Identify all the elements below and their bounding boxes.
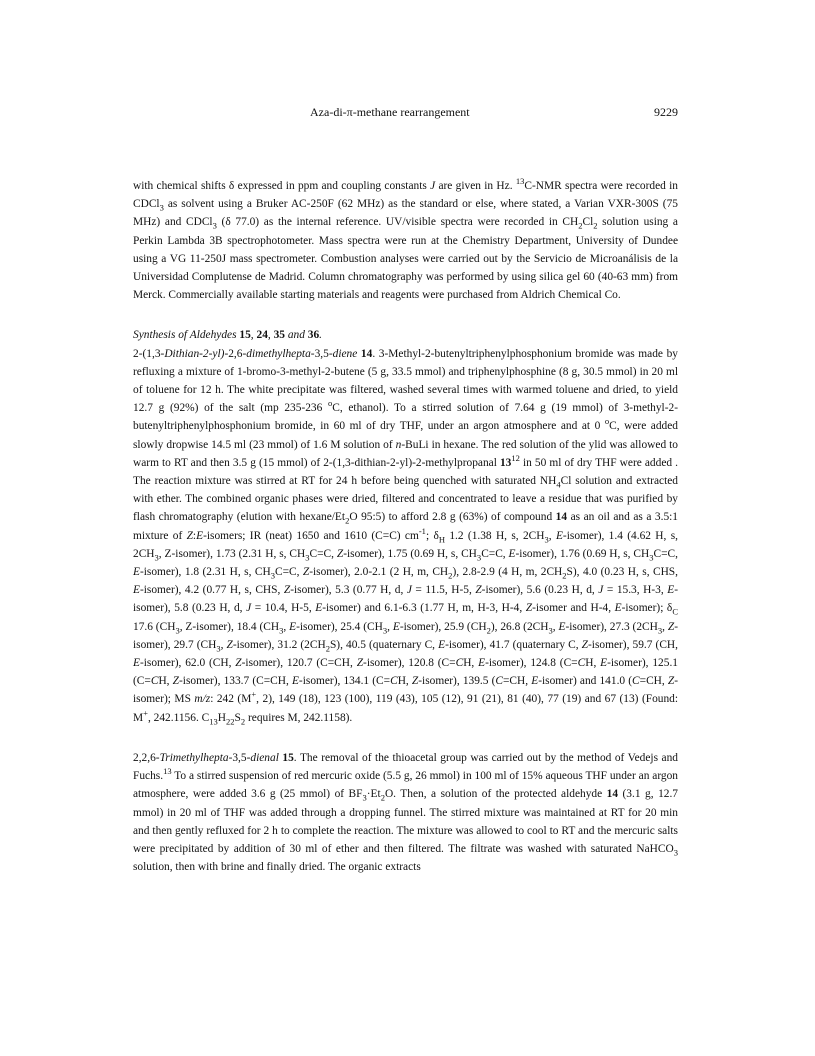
body-text bbox=[133, 177, 678, 876]
paragraph-compound-14: 2-(1,3-Dithian-2-yl)-2,6-dimethylhepta-3,5-diene 14. 3-Methyl-2-butenyltriphenylphosphonium bromide was made by refluxing a mixture of 1-bromo-3-methyl-2-butene (5 g, 33.5 mmol) and triphenylphosphine (8 g, 30.5 mmol) in 20 ml of toluene for 12 h. The white precipitate was filtered, washed several times with warmed toluene and dried, to yield 12.7 g (92%) of the salt (mp 235-236 $^o$C, ethanol). To a stirred solution of 7.64 g (19 mmol) of 3-methyl-2-butenyltriphenylphosphonium bromide, in 60 ml of dry THF, under an argon atmosphere and at 0 $^o$C, were added slowly dropwise 14.5 ml (23 mmol) of 1.6 M solution of n-BuLi in hexane. The red solution of the ylid was allowed to warm to RT and then 3.5 g (15 mmol) of 2-(1,3-dithian-2-yl)-2-methylpropanal $13^{12}$ in 50 ml of dry THF were added . The reaction mixture was stirred at RT for 24 h before being quenched with saturated $NH_4Cl$ solution and extracted with ether. The combined organic phases were dried, filtered and concentrated to leave a residue that was purified by flash chromatography (elution with hexane/$Et_2O$ 95:5) to afford 2.8 g (63%) of compound 14 as an oil and as a 3.5:1 mixture of Z:E-isomers; IR (neat) 1650 and 1610 (C=C) $cm^{-1}$; $\delta_H$ 1.2 (1.38 H, s, $2CH_3$, E-isomer), 1.4 (4.62 H, s, $2CH_3$, Z-isomer), 1.73 (2.31 H, s, $CH_3C=C$, Z-isomer), 1.75 (0.69 H, s, $CH_3C=C$, E-isomer), 1.76 (0.69 H, s, $CH_3C=C$, E-isomer), 1.8 (2.31 H, s, $CH_3C=C$, Z-isomer), 2.0-2.1 (2 H, m, $CH_2$), 2.8-2.9 (4 H, m, $2CH_2S$), 4.0 (0.23 H, s, CHS, E-isomer), 4.2 (0.77 H, s, CHS, Z-isomer), 5.3 (0.77 H, d, J = 11.5, H-5, Z-isomer), 5.6 (0.23 H, d, J = 15.3, H-3, E-isomer), 5.8 (0.23 H, d, J = 10.4, H-5, E-isomer) and 6.1-6.3 (1.77 H, m, H-3, H-4, Z-isomer and H-4, E-isomer); $\delta_C$ 17.6 ($CH_3$, Z-isomer), 18.4 ($CH_3$, E-isomer), 25.4 ($CH_3$, E-isomer), 25.9 $(CH_2)$, 26.8 ($2CH_3$, E-isomer), 27.3 ($2CH_3$, Z-isomer), 29.7 ($CH_3$, Z-isomer), 31.2 $(2CH_2S)$, 40.5 (quaternary C, E-isomer), 41.7 (quaternary C, Z-isomer), 59.7 (CH, E-isomer), 62.0 (CH, Z-isomer), 120.7 (C=CH, Z-isomer), 120.8 (C=CH, E-isomer), 124.8 (C=CH, E-isomer), 125.1 (C=CH, Z-isomer), 133.7 (C=CH, E-isomer), 134.1 (C=CH, Z-isomer), 139.5 (C=CH, E-isomer) and 141.0 (C=CH, Z-isomer); MS m/z: 242 (M+, 2), 149 (18), 123 (100), 119 (43), 105 (12), 91 (21), 81 (40), 77 (19) and 67 (13) (Found: M+, 242.1156. $C_{13}H_{22}S_2$ requires M, 242.1158). bbox=[133, 347, 679, 726]
section-heading: Synthesis of Aldehydes 15, 24, 35 and 36. bbox=[133, 329, 323, 342]
running-title: Aza-di-π-methane rearrangement bbox=[310, 105, 470, 119]
paragraph-compound-15: 2,2,6-Trimethylhepta-3,5-dienal 15. The removal of the thioacetal group was carried out by the method of Vedejs and Fuchs.$^{13}$ To a stirred suspension of red mercuric oxide (5.5 g, 26 mmol) in 100 ml of 15% aqueous THF under an argon atmosphere, were added 3.6 g (25 mmol) of $BF_3\cdot Et_2O$. Then, a solution of the protected aldehyde 14 (3.1 g, 12.7 mmol) in 20 ml of THF was added through a dropping funnel. The stirred mixture was maintained at RT for 20 min and then gently refluxed for 2 h to complete the reaction. The mixture was allowed to cool to RT and the mercuric salts were precipitated by addition of 30 ml of ether and then filtered. The filtrate was washed with saturated NaHCO$_3$ solution, then with brine and finally dried. The organic extracts bbox=[133, 751, 679, 874]
paragraph-instrumentation: with chemical shifts δ expressed in ppm and coupling constants J are given in Hz. $^{13}$C-NMR spectra were recorded in CDCl$_3$ as solvent using a Bruker AC-250F (62 MHz) as the standard or else, where stated, a Varian VXR-300S (75 MHz) and CDCl$_3$ (δ 77.0) as the internal reference. UV/visible spectra were recorded in $CH_2Cl_2$ solution using a Perkin Lambda 3B spectrophotometer. Mass spectra were run at the Chemistry Department, University of Dundee using a VG 11-250J mass spectrometer. Combustion analyses were carried out by the Servicio de Microanálisis de la Universidad Complutense de Madrid. Column chromatography was performed by using silica gel 60 (40-63 mm) from Merck. Commercially available starting materials and reagents were purchased from Aldrich Chemical Co. bbox=[133, 176, 678, 302]
page-number: 9229 bbox=[654, 105, 678, 119]
